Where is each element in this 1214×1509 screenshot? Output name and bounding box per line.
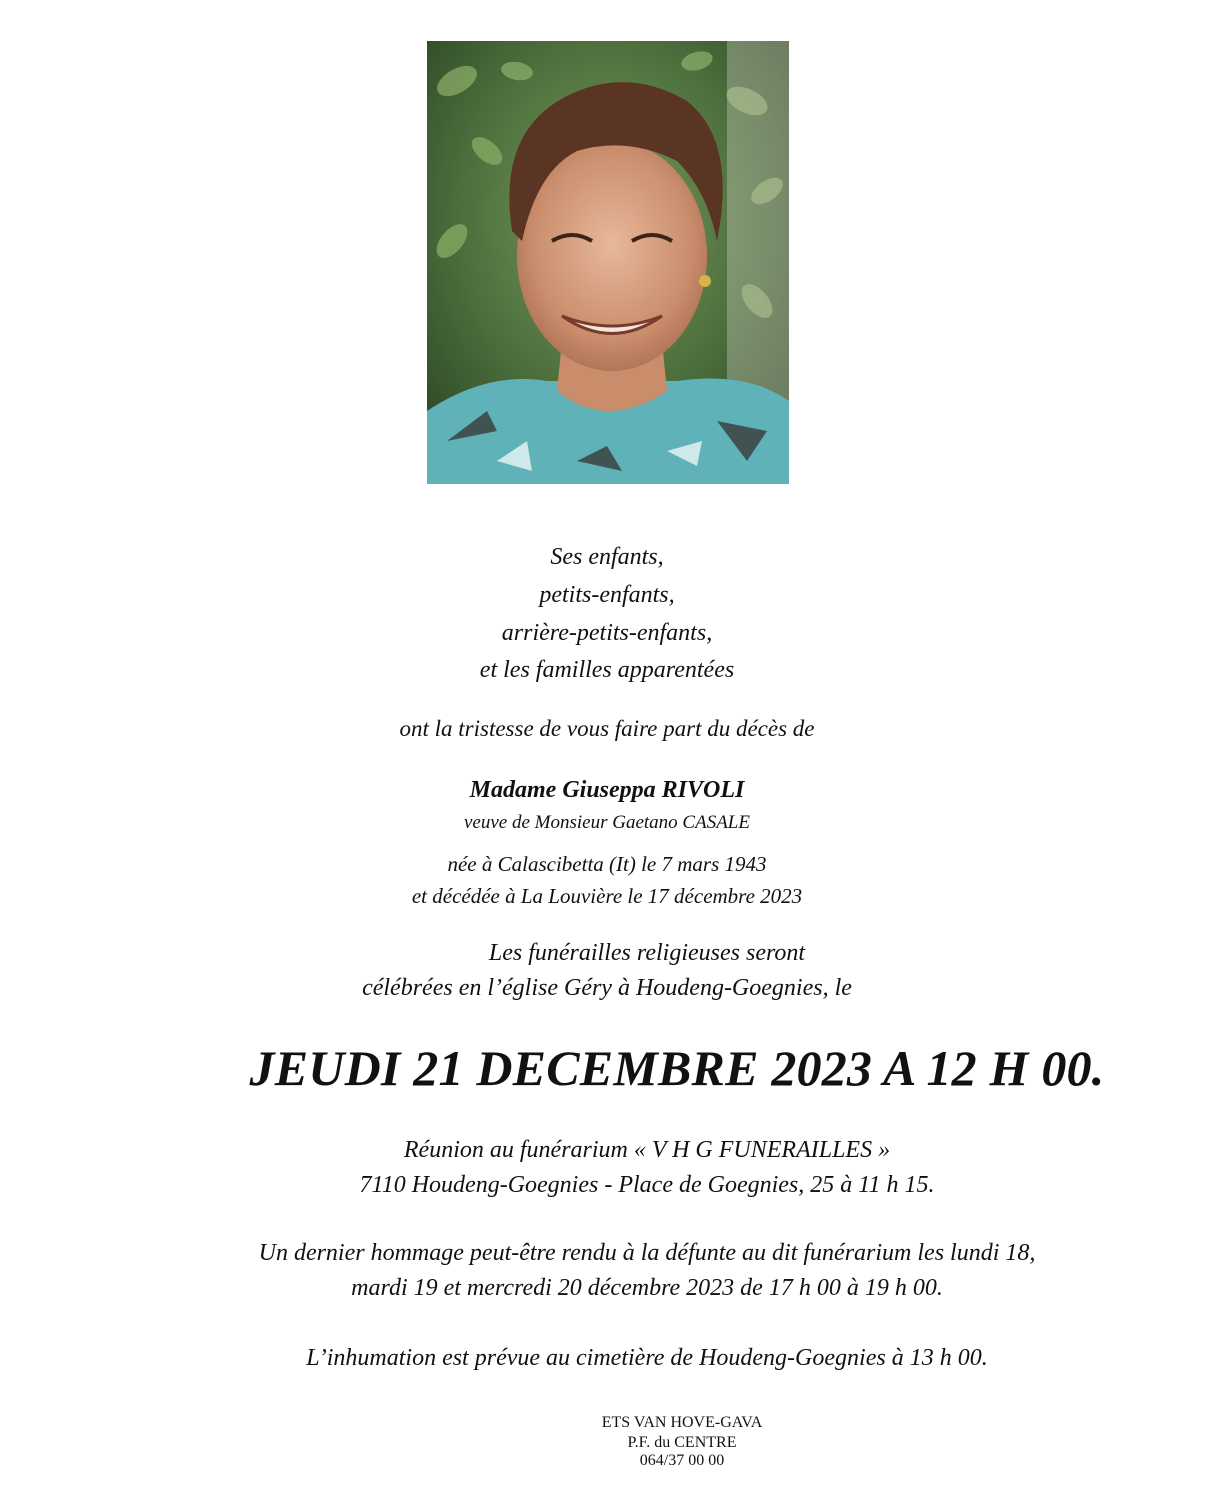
footer-company: ETS VAN HOVE-GAVA (601, 1414, 763, 1431)
death-line: et décédée à La Louvière le 17 décembre 2023 (411, 884, 803, 908)
funeral-line-1: Les funérailles religieuses seront (488, 940, 806, 966)
homage-line-1: Un dernier hommage peut-être rendu à la défunte au dit funérarium les lundi 18, (258, 1240, 1036, 1266)
burial-line: L’inhumation est prévue au cimetière de Houdeng-Goegnies à 13 h 00. (306, 1345, 988, 1371)
homage-line-2: mardi 19 et mercredi 20 décembre 2023 de 17 h 00 à 19 h 00. (351, 1275, 943, 1301)
meeting-line-1: Réunion au funérarium « V H G FUNERAILLES » (403, 1137, 891, 1163)
birth-line: née à Calascibetta (It) le 7 mars 1943 (447, 852, 767, 876)
family-line: Ses enfants, (550, 544, 664, 570)
portrait-icon (427, 41, 789, 484)
family-line: arrière-petits-enfants, (501, 620, 713, 646)
footer-phone: 064/37 00 00 (639, 1452, 725, 1469)
announcement-text: ont la tristesse de vous faire part du décès de (399, 716, 815, 741)
spouse-line: veuve de Monsieur Gaetano CASALE (464, 812, 750, 833)
family-line: petits-enfants, (539, 582, 675, 608)
deceased-name: Madame Giuseppa RIVOLI (469, 777, 745, 803)
funeral-date: JEUDI 21 DECEMBRE 2023 A 12 H 00. (249, 1040, 1105, 1096)
funeral-line-2: célébrées en l’église Géry à Houdeng-Goegnies, le (362, 975, 852, 1001)
footer-branch: P.F. du CENTRE (627, 1434, 737, 1451)
meeting-line-2: 7110 Houdeng-Goegnies - Place de Goegnies, 25 à 11 h 15. (359, 1172, 935, 1198)
family-line: et les familles apparentées (479, 657, 735, 683)
portrait-photo (427, 41, 789, 484)
